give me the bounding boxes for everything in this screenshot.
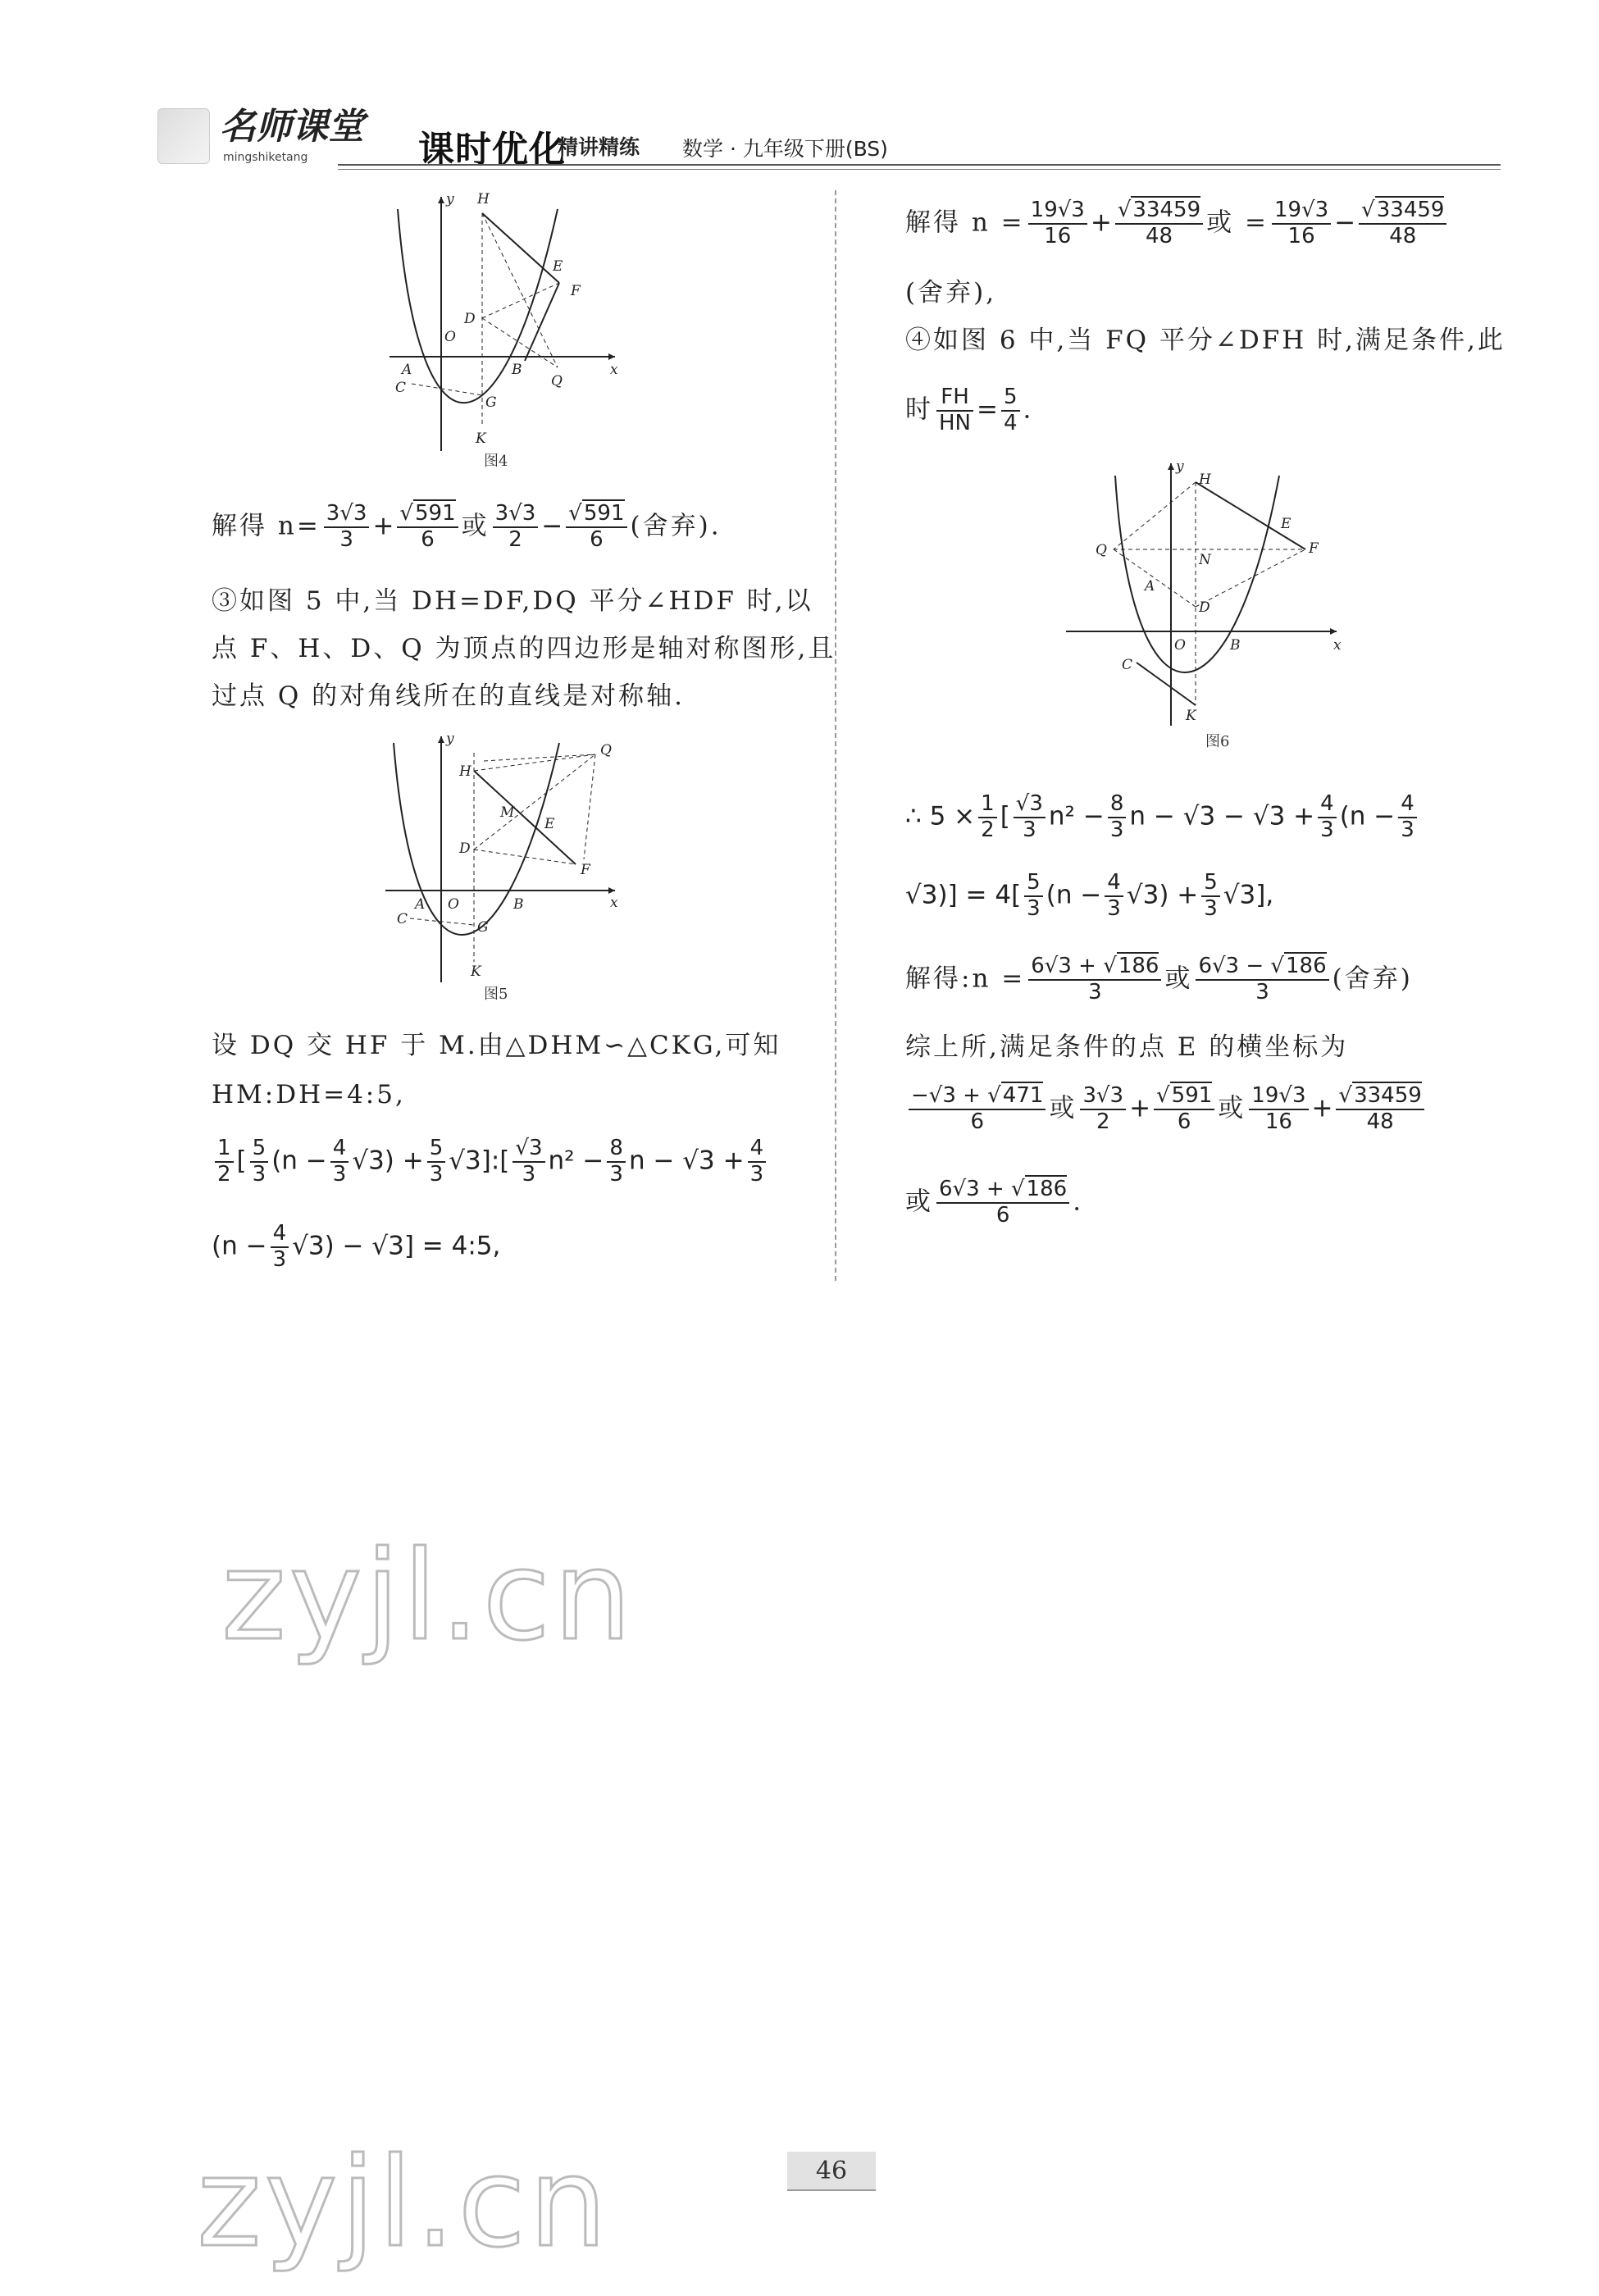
- right-case4-line-2: 时 $\frac{FH}{HN}$ = $\frac{5}{4}$ .: [905, 385, 1034, 435]
- figure-4-caption: 图4: [484, 453, 508, 470]
- header-series-title: 课时优化: [418, 129, 566, 171]
- figure-6-graph: [1058, 459, 1353, 730]
- header-brand: 名师课堂: [220, 106, 364, 148]
- right-conclusion-line: 综上所,满足条件的点 E 的横坐标为: [905, 1032, 1349, 1062]
- fig4-label-G: G: [485, 394, 497, 411]
- fig5-label-x: x: [610, 895, 618, 911]
- right-solution-line-2: 解得:n = $\frac{6√3 + √186}{3}$ 或 $\frac{6√3 - √186}{3}$ (舍弃): [905, 954, 1413, 1004]
- fig6-label-C: C: [1122, 657, 1133, 673]
- right-answer-line-1: $\frac{-√3 + √471}{6}$ 或 $\frac{3√3}{2}$ + $\frac{√591}{6}$ 或 $\frac{19√3}{16}$ + $\frac{√33459}{48}$: [905, 1084, 1428, 1135]
- figure-5-caption: 图5: [484, 986, 508, 1003]
- fig4-label-x: x: [610, 362, 618, 378]
- header-rule: [338, 164, 1501, 166]
- column-divider: [835, 190, 836, 1281]
- fig5-label-C: C: [397, 911, 408, 927]
- fig5-label-Q: Q: [600, 742, 612, 758]
- page-number: 46: [815, 2156, 848, 2185]
- left-equation-line-1: $\frac{1}{2}$ [ $\frac{5}{3}$ (n − $\frac{4}{3}$ √3) + $\frac{5}{3}$ √3]:[ $\frac{√3}{3}$ n² − $\frac{8}{3}$ n − √3 + $\frac{4}{3}$: [212, 1137, 769, 1187]
- figure-5-graph: [369, 728, 631, 991]
- fig4-label-A: A: [402, 362, 412, 378]
- header-subtitle: 精讲精练: [558, 135, 640, 159]
- fig4-parabola: [398, 209, 558, 403]
- fig4-label-y: y: [446, 191, 454, 207]
- right-equation-line-1: ∴ 5 × $\frac{1}{2}$ [ $\frac{√3}{3}$ n² − $\frac{8}{3}$ n − √3 − √3 + $\frac{4}{3}$ (n − $\frac{4}{3}$: [905, 792, 1420, 843]
- right-case4-line-1: ④如图 6 中,当 FQ 平分∠DFH 时,满足条件,此: [905, 326, 1506, 355]
- fig6-label-x: x: [1333, 637, 1342, 654]
- fig6-label-A: A: [1145, 578, 1155, 594]
- page-number-box: [787, 2152, 876, 2191]
- header-rule-thin: [338, 169, 1501, 170]
- fig6-parabola: [1115, 476, 1279, 672]
- right-equation-line-2: √3)] = 4[ $\frac{5}{3}$ (n − $\frac{4}{3}$ √3) + $\frac{5}{3}$ √3],: [905, 870, 1274, 921]
- fig6-label-D: D: [1199, 599, 1210, 616]
- right-solution-line-1: 解得 n = $\frac{19√3}{16}$ + $\frac{√33459}{48}$ 或 = $\frac{19√3}{16}$ − $\frac{√33459}{48}$: [905, 198, 1450, 249]
- fig4-label-Q: Q: [551, 373, 563, 390]
- left-case3-line-1: ③如图 5 中,当 DH=DF,DQ 平分∠HDF 时,以: [212, 586, 813, 616]
- header-logo-emblem: [157, 108, 210, 164]
- fig4-label-F: F: [571, 283, 581, 299]
- header-subject-grade: 数学 · 九年级下册(BS): [682, 137, 888, 161]
- fig4-label-B: B: [512, 362, 522, 378]
- right-discard-note: (舍弃),: [905, 278, 997, 308]
- fig5-label-B: B: [513, 896, 524, 913]
- left-equation-line-2: (n − $\frac{4}{3}$ √3) − √3] = 4:5,: [212, 1221, 501, 1272]
- left-solution-line-1: 解得 n= $\frac{3√3}{3}$ + $\frac{√591}{6}$ 或 $\frac{3√3}{2}$ − $\frac{√591}{6}$ (舍弃).: [212, 501, 722, 552]
- fig5-label-E: E: [544, 816, 555, 832]
- fig4-label-E: E: [553, 258, 563, 275]
- watermark-bottom: zyjl.cn: [197, 2132, 611, 2275]
- fig6-label-B: B: [1230, 637, 1241, 654]
- left-case3-line-2: 点 F、H、D、Q 为顶点的四边形是轴对称图形,且: [212, 634, 836, 663]
- right-answer-line-2: 或 $\frac{6√3 + √186}{6}$ .: [905, 1177, 1084, 1228]
- fig5-label-A: A: [415, 896, 426, 913]
- fig4-label-H: H: [477, 191, 490, 207]
- fig5-label-F: F: [581, 862, 590, 878]
- fig4-label-D: D: [464, 311, 476, 327]
- fig5-label-y: y: [446, 731, 454, 747]
- fig5-label-D: D: [459, 840, 471, 857]
- fig6-label-F: F: [1309, 540, 1319, 557]
- fig6-label-O: O: [1174, 637, 1186, 654]
- fig6-label-y: y: [1176, 459, 1184, 475]
- figure-4-graph: [369, 189, 631, 459]
- fig4-label-K: K: [476, 430, 486, 447]
- left-case3-line-3: 过点 Q 的对角线所在的直线是对称轴.: [212, 681, 685, 711]
- left-case3-setup-line-1: 设 DQ 交 HF 于 M.由△DHM∽△CKG,可知: [212, 1031, 781, 1060]
- fig4-label-C: C: [395, 380, 407, 396]
- left-case3-setup-line-2: HM:DH=4:5,: [212, 1080, 406, 1109]
- fig5-label-H: H: [459, 763, 472, 780]
- fig6-label-K: K: [1186, 708, 1196, 724]
- figure-6-caption: 图6: [1205, 733, 1230, 750]
- fig6-label-Q: Q: [1096, 542, 1107, 558]
- fig5-label-K: K: [471, 963, 481, 980]
- fig6-label-N: N: [1199, 552, 1211, 568]
- fig6-label-H: H: [1199, 472, 1211, 488]
- fig6-label-E: E: [1281, 516, 1292, 532]
- fig5-label-O: O: [448, 896, 459, 913]
- fig4-label-O: O: [444, 329, 456, 345]
- fig5-label-G: G: [477, 919, 489, 936]
- header-pinyin: mingshiketang: [223, 151, 308, 164]
- fig5-label-M: M: [500, 804, 515, 821]
- watermark-middle: zyjl.cn: [221, 1525, 636, 1668]
